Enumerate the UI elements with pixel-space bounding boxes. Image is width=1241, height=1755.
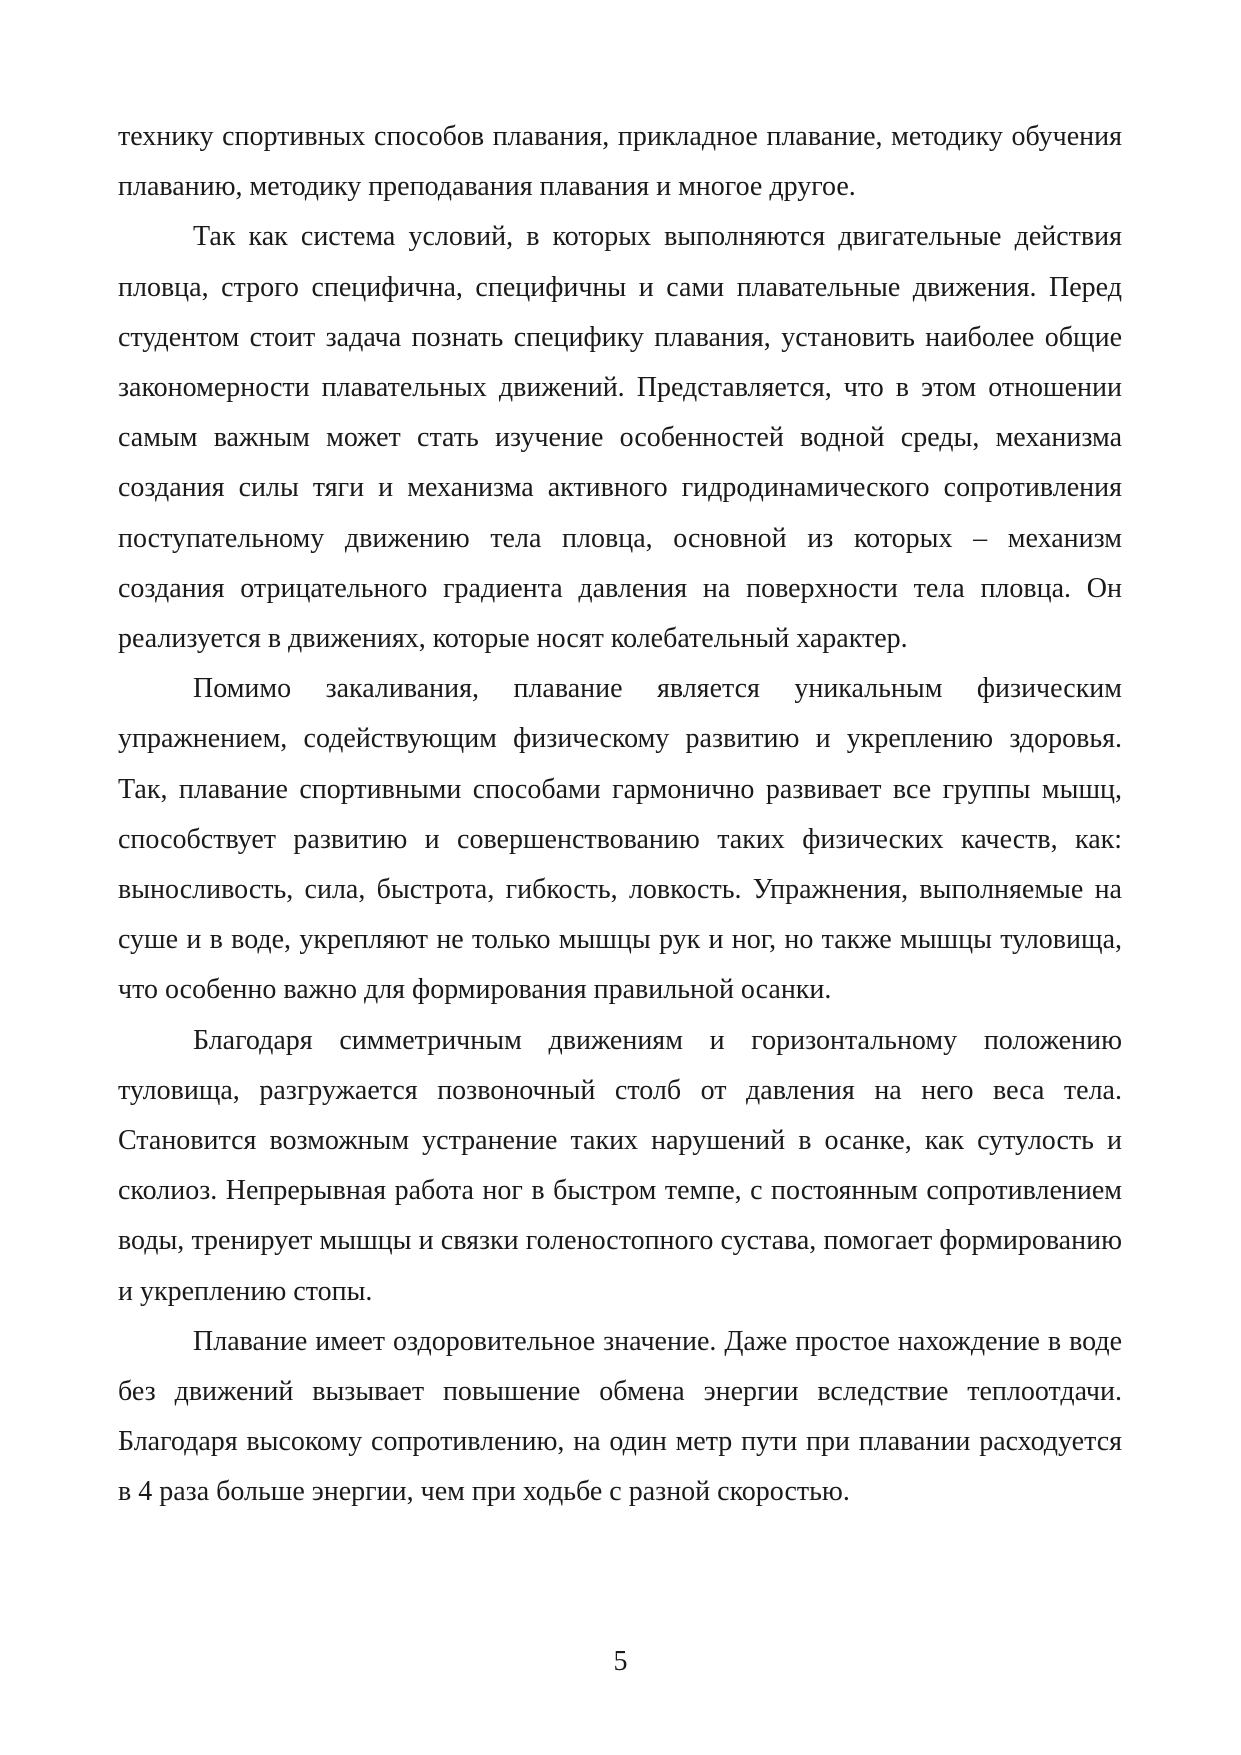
paragraph-health-value: Плавание имеет оздоровительное значение. Даже простое нахождение в воде без движений вызывает повышение обмена энергии вследствие теплоотдачи. Благодаря высокому сопротивлению, на один метр пути при плавании расходуется в 4 раза больше энергии, чем при ходьбе с разной скоростью. (118, 1325, 1122, 1508)
paragraph-swimmer-movements: Так как система условий, в которых выполняются двигательные действия пловца, строго специфична, специфичны и сами плавательные движения. Перед студентом стоит задача познать специфику плавания, установить наиболее общие закономерности плавательных движений. Представляется, что в этом отношении самым важным может стать изучение особенностей водной среды, механизма создания силы тяги и механизма активного гидродинамического сопротивления поступательному движению тела пловца, основной из которых – механизм создания отрицательного градиента давления на поверхности тела пловца. Он реализуется в движениях, которые носят колебательный характер. (118, 221, 1122, 655)
paragraph-physical-development: Помимо закаливания, плавание является уникальным физическим упражнением, содействующим физическому развитию и укреплению здоровья. Так, плавание спортивными способами гармонично развивает все группы мышц, способствует развитию и совершенствованию таких физических качеств, как: выносливость, сила, быстрота, гибкость, ловкость. Упражнения, выполняемые на суше и в воде, укрепляют не только мышцы рук и ног, но также мышцы туловища, что особенно важно для формирования правильной осанки. (118, 673, 1122, 1006)
paragraph-posture: Благодаря симметричным движениям и горизонтальному положению туловища, разгружается позвоночный столб от давления на него веса тела. Становится возможным устранение таких нарушений в осанке, как сутулость и сколиоз. Непрерывная работа ног в быстром темпе, с постоянным сопротивлением воды, тренирует мышцы и связки голеностопного сустава, помогает формированию и укреплению стопы. (118, 1024, 1122, 1307)
document-body (118, 112, 1122, 1518)
paragraph-continuation: технику спортивных способов плавания, прикладное плавание, методику обучения плаванию, методику преподавания плавания и многое другое. (118, 121, 1122, 203)
page-number: 5 (613, 1646, 628, 1677)
